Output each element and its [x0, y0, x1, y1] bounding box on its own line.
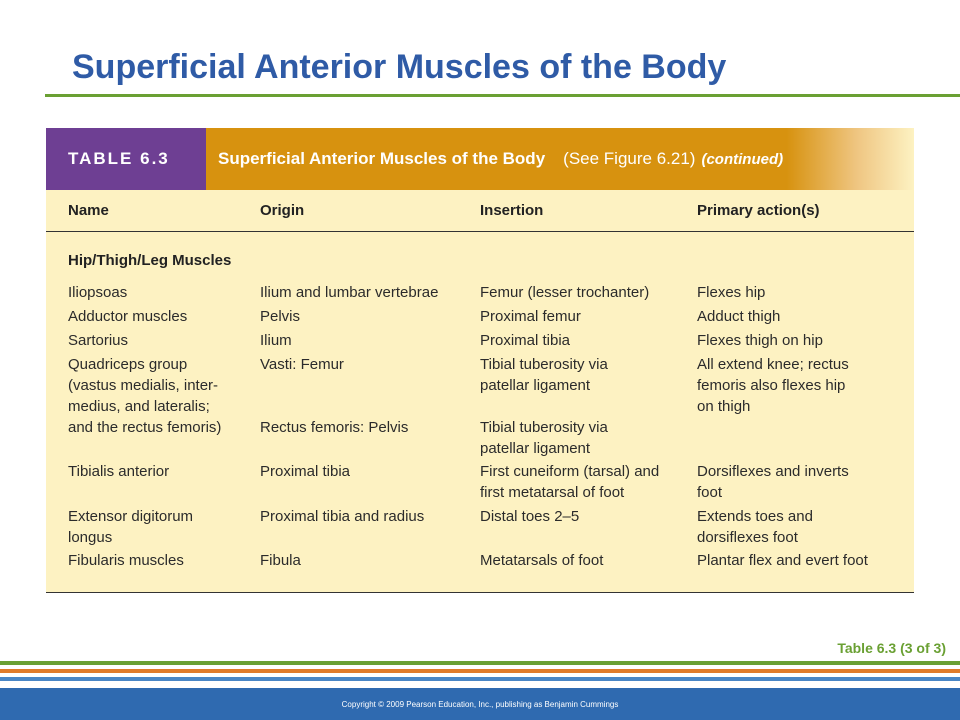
- cell-action: Dorsiflexes and inverts foot: [697, 463, 849, 501]
- table-header: [46, 128, 914, 190]
- cell-insertion: Distal toes 2–5: [480, 508, 580, 525]
- cell-action: Plantar flex and evert foot: [697, 552, 868, 569]
- cell-name: and the rectus femoris): [68, 419, 222, 436]
- cell-origin: Fibula: [260, 552, 301, 569]
- cell-name: Sartorius: [68, 332, 129, 349]
- cell-name: Quadriceps group (vastus medialis, inter- medius, and lateralis;: [68, 356, 219, 415]
- column-header-name: Name: [68, 202, 109, 219]
- footer-stripe-blue: [0, 677, 960, 681]
- header-divider: [46, 231, 914, 232]
- column-header-action: Primary action(s): [697, 202, 820, 219]
- cell-origin: Ilium and lumbar vertebrae: [260, 284, 439, 301]
- footer-stripe-orange: [0, 669, 960, 673]
- cell-origin: Vasti: Femur: [260, 356, 344, 373]
- cell-insertion: Metatarsals of foot: [480, 552, 604, 569]
- cell-origin: Pelvis: [260, 308, 301, 325]
- table-bottom-divider: [46, 592, 914, 593]
- cell-origin: Proximal tibia: [260, 463, 351, 480]
- column-header-origin: Origin: [260, 202, 305, 219]
- continued-note: (continued): [701, 150, 784, 168]
- copyright-footer: [0, 688, 960, 720]
- cell-action: Adduct thigh: [697, 308, 781, 325]
- footer-stripe-green: [0, 661, 960, 665]
- cell-insertion: Proximal tibia: [480, 332, 571, 349]
- muscle-table: [46, 128, 914, 593]
- cell-origin: Rectus femoris: Pelvis: [260, 419, 409, 436]
- cell-name: Iliopsoas: [68, 284, 128, 301]
- section-label: Hip/Thigh/Leg Muscles: [68, 252, 232, 269]
- cell-insertion: Tibial tuberosity via patellar ligament: [480, 419, 608, 457]
- cell-name: Tibialis anterior: [68, 463, 170, 480]
- cell-action: Extends toes and dorsiflexes foot: [697, 508, 813, 546]
- cell-name: Extensor digitorum longus: [68, 508, 194, 546]
- column-header-insertion: Insertion: [480, 202, 544, 219]
- cell-insertion: Proximal femur: [480, 308, 581, 325]
- table-number-label: TABLE 6.3: [46, 128, 206, 190]
- slide-title: Superficial Anterior Muscles of the Body: [72, 48, 727, 86]
- cell-action: Flexes hip: [697, 284, 766, 301]
- cell-origin: Ilium: [260, 332, 292, 349]
- table-title-bar: [206, 128, 914, 190]
- figure-reference: (See Figure 6.21): [563, 149, 696, 168]
- table-title: Superficial Anterior Muscles of the Body: [218, 149, 546, 168]
- cell-action: Flexes thigh on hip: [697, 332, 823, 349]
- cell-name: Adductor muscles: [68, 308, 188, 325]
- cell-insertion: Femur (lesser trochanter): [480, 284, 650, 301]
- table-caption: Table 6.3 (3 of 3): [837, 640, 946, 656]
- cell-name: Fibularis muscles: [68, 552, 184, 569]
- title-divider: [45, 94, 960, 97]
- copyright-text: Copyright © 2009 Pearson Education, Inc., publishing as Benjamin Cummings: [341, 699, 619, 709]
- cell-action: All extend knee; rectus femoris also flexes hip on thigh: [697, 356, 849, 415]
- cell-insertion: Tibial tuberosity via patellar ligament: [480, 356, 608, 394]
- cell-origin: Proximal tibia and radius: [260, 508, 425, 525]
- cell-insertion: First cuneiform (tarsal) and first metatarsal of foot: [480, 463, 660, 501]
